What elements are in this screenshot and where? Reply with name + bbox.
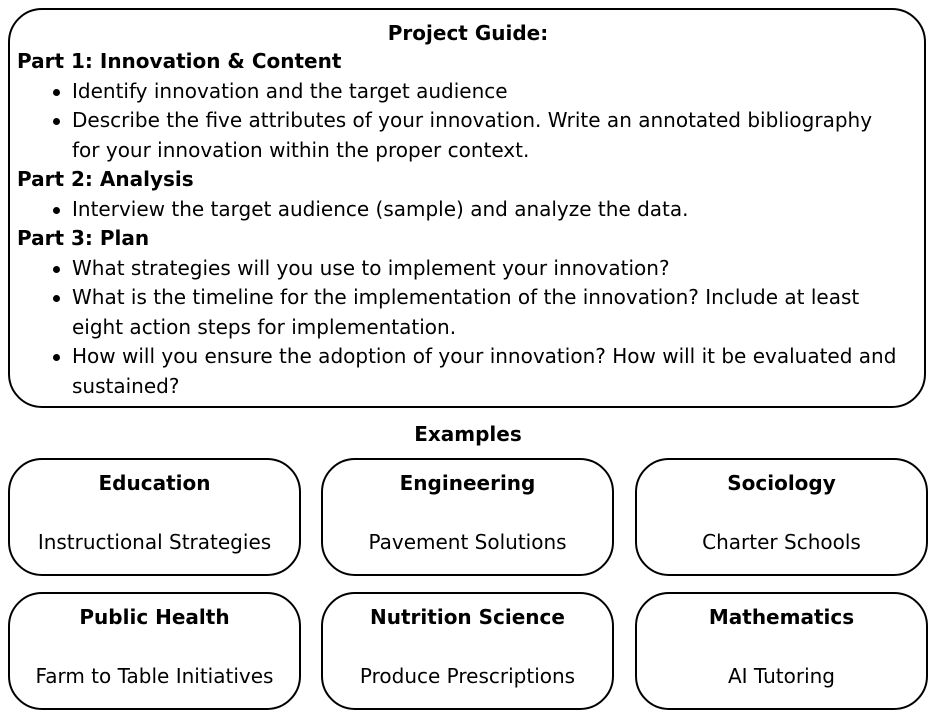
card-field: Education [98,471,211,495]
part-3-item: How will you ensure the adoption of your innovation? How will it be evaluated and sustained? [17,342,907,401]
card-field: Engineering [399,471,536,495]
part-3-item: What strategies will you use to implement your innovation? [17,254,907,284]
example-card-nutrition-science [321,592,614,710]
part-1-item: Describe the five attributes of your innovation. Write an annotated bibliography for your innovation within the proper context. [17,106,907,165]
part-2-heading: Part 2: Analysis [17,167,194,191]
card-field: Nutrition Science [370,605,565,629]
part-3-heading: Part 3: Plan [17,226,150,250]
card-field: Sociology [727,471,836,495]
part-1-list [17,77,907,166]
card-example: Pavement Solutions [368,530,567,554]
card-example: Charter Schools [702,530,861,554]
card-example: Farm to Table Initiatives [35,664,274,688]
example-card-public-health [8,592,301,710]
project-guide-title: Project Guide: [387,21,549,45]
part-2-list [17,195,907,225]
card-example: Produce Prescriptions [359,664,576,688]
card-field: Mathematics [708,605,855,629]
part-1-heading: Part 1: Innovation & Content [17,49,342,73]
part-3-list [17,254,907,402]
project-guide-body [17,47,907,401]
part-3-item: What is the timeline for the implementation of the innovation? Include at least eight action steps for implementation. [17,283,907,342]
card-example: AI Tutoring [727,664,836,688]
example-card-sociology [635,458,928,576]
card-example: Instructional Strategies [37,530,272,554]
card-field: Public Health [79,605,230,629]
part-1-item: Identify innovation and the target audience [17,77,907,107]
example-card-mathematics [635,592,928,710]
part-2-item: Interview the target audience (sample) and analyze the data. [17,195,907,225]
example-card-education [8,458,301,576]
example-card-engineering [321,458,614,576]
examples-title: Examples [414,422,522,446]
